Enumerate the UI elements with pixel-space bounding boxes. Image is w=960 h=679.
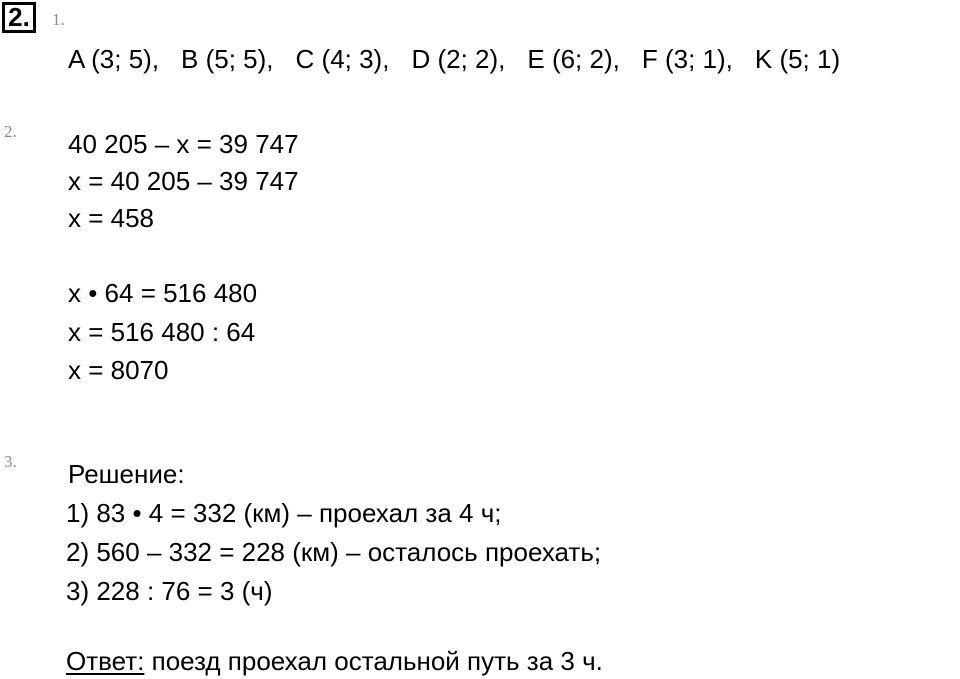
- answer-label: Ответ:: [66, 646, 145, 676]
- solution-heading: Решение:: [68, 459, 185, 489]
- answer-line: [66, 646, 603, 676]
- point-f: F (3; 1),: [641, 44, 733, 74]
- point-c: C (4; 3),: [295, 44, 390, 74]
- equation-1-line-2: x = 40 205 – 39 747: [68, 166, 299, 196]
- equation-1-line-3: x = 458: [68, 203, 155, 233]
- point-k: K (5; 1): [754, 44, 841, 74]
- equation-2-line-3: x = 8070: [68, 355, 169, 385]
- answer-text: поезд проехал остальной путь за 3 ч.: [144, 646, 603, 676]
- task-3-number: 3.: [4, 452, 17, 471]
- points-list: [68, 44, 840, 74]
- task-1-number: 1.: [52, 10, 65, 29]
- exercise-number-badge: 2.: [2, 2, 36, 33]
- point-b: B (5; 5),: [181, 44, 274, 74]
- point-e: E (6; 2),: [527, 44, 620, 74]
- point-d: D (2; 2),: [411, 44, 506, 74]
- equation-1-line-1: 40 205 – x = 39 747: [68, 129, 299, 159]
- task-2-number: 2.: [4, 122, 17, 141]
- equation-2-line-2: x = 516 480 : 64: [68, 317, 256, 347]
- solution-step-2: 2) 560 – 332 = 228 (км) – осталось проехать;: [66, 537, 602, 567]
- solution-step-1: 1) 83 • 4 = 332 (км) – проехал за 4 ч;: [66, 498, 502, 528]
- solution-step-3: 3) 228 : 76 = 3 (ч): [66, 576, 273, 606]
- point-a: A (3; 5),: [68, 44, 160, 74]
- equation-2-line-1: x • 64 = 516 480: [68, 278, 258, 308]
